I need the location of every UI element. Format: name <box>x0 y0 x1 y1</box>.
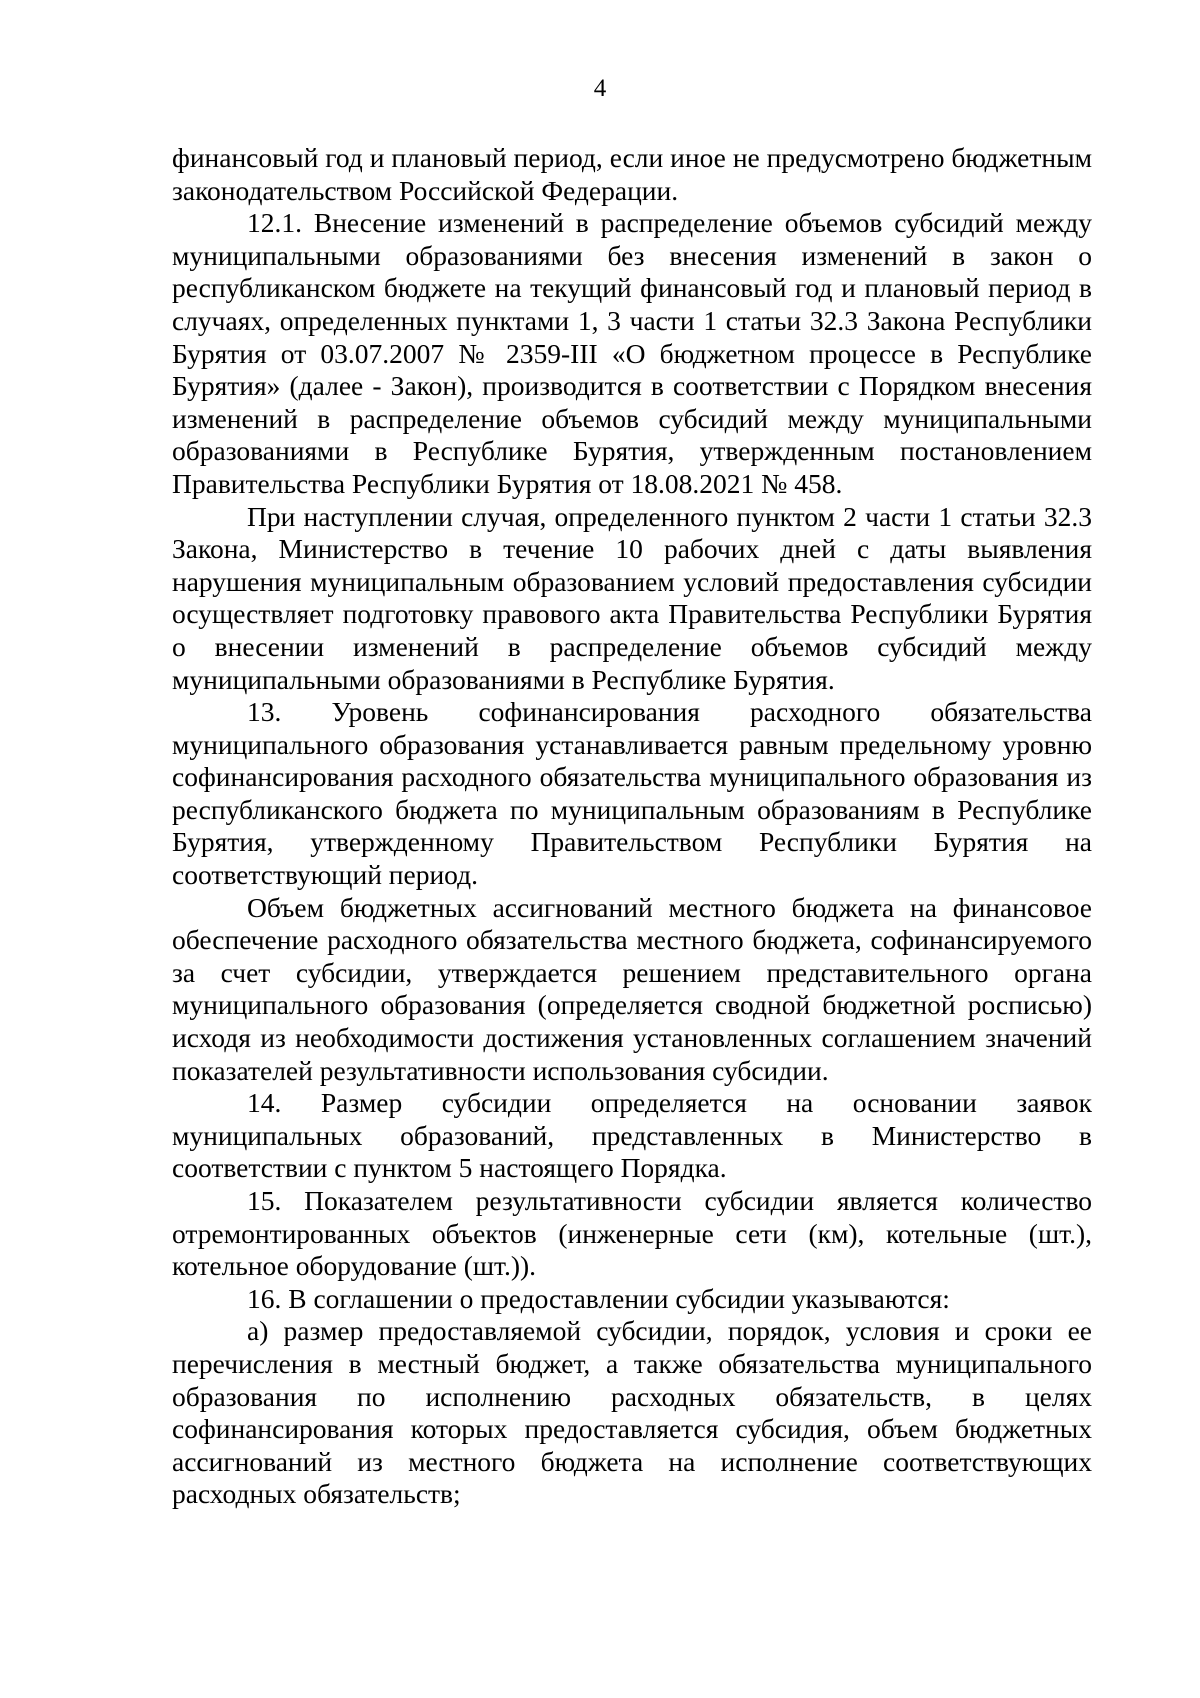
paragraph-12-1-case: При наступлении случая, определенного пунктом 2 части 1 статьи 32.3 Закона, Министерство в течение 10 рабочих дней с даты выявления нарушения муниципальным образованием условий предоставления субсидии осуществляет подготовку правового акта Правительства Республики Бурятия о внесении изменений в распределение объемов субсидий между муниципальными образованиями в Республике Бурятия. <box>172 500 1092 695</box>
paragraph-continuation: финансовый год и плановый период, если иное не предусмотрено бюджетным законодательством Российской Федерации. <box>172 142 1092 206</box>
paragraph-15: 15. Показателем результативности субсидии является количество отремонтированных объектов (инженерные сети (км), котельные (шт.), котельное оборудование (шт.)). <box>172 1185 1092 1282</box>
paragraph-16-a: а) размер предоставляемой субсидии, порядок, условия и сроки ее перечисления в местный бюджет, а также обязательства муниципального образования по исполнению расходных обязательств, в целях софинансирования которых предоставляется субсидия, объем бюджетных ассигнований из местного бюджета на исполнение соответствующих расходных обязательств; <box>172 1315 1092 1510</box>
paragraph-16: 16. В соглашении о предоставлении субсидии указываются: <box>247 1282 950 1314</box>
paragraph-13-volume: Объем бюджетных ассигнований местного бюджета на финансовое обеспечение расходного обязательства местного бюджета, софинансируемого за счет субсидии, утверждается решением представительного органа муниципального образования (определяется сводной бюджетной росписью) исходя из необходимости достижения установленных соглашением значений показателей результативности использования субсидии. <box>172 891 1092 1086</box>
paragraph-14: 14. Размер субсидии определяется на основании заявок муниципальных образований, представленных в Министерство в соответствии с пунктом 5 настоящего Порядка. <box>172 1087 1092 1184</box>
paragraph-13: 13. Уровень софинансирования расходного обязательства муниципального образования устанавливается равным предельному уровню софинансирования расходного обязательства муниципального образования из республиканского бюджета по муниципальным образованиям в Республике Бурятия, утвержденному Правительством Республики Бурятия на соответствующий период. <box>172 696 1092 891</box>
page-number: 4 <box>593 75 607 102</box>
document-body <box>172 142 1092 1511</box>
paragraph-12-1: 12.1. Внесение изменений в распределение объемов субсидий между муниципальными образованиями без внесения изменений в закон о республиканском бюджете на текущий финансовый год и плановый период в случаях, определенных пунктами 1, 3 части 1 статьи 32.3 Закона Республики Бурятия от 03.07.2007 № 2359-III «О бюджетном процессе в Республике Бурятия» (далее - Закон), производится в соответствии с Порядком внесения изменений в распределение объемов субсидий между муниципальными образованиями в Республике Бурятия, утвержденным постановлением Правительства Республики Бурятия от 18.08.2021 № 458. <box>172 207 1092 499</box>
